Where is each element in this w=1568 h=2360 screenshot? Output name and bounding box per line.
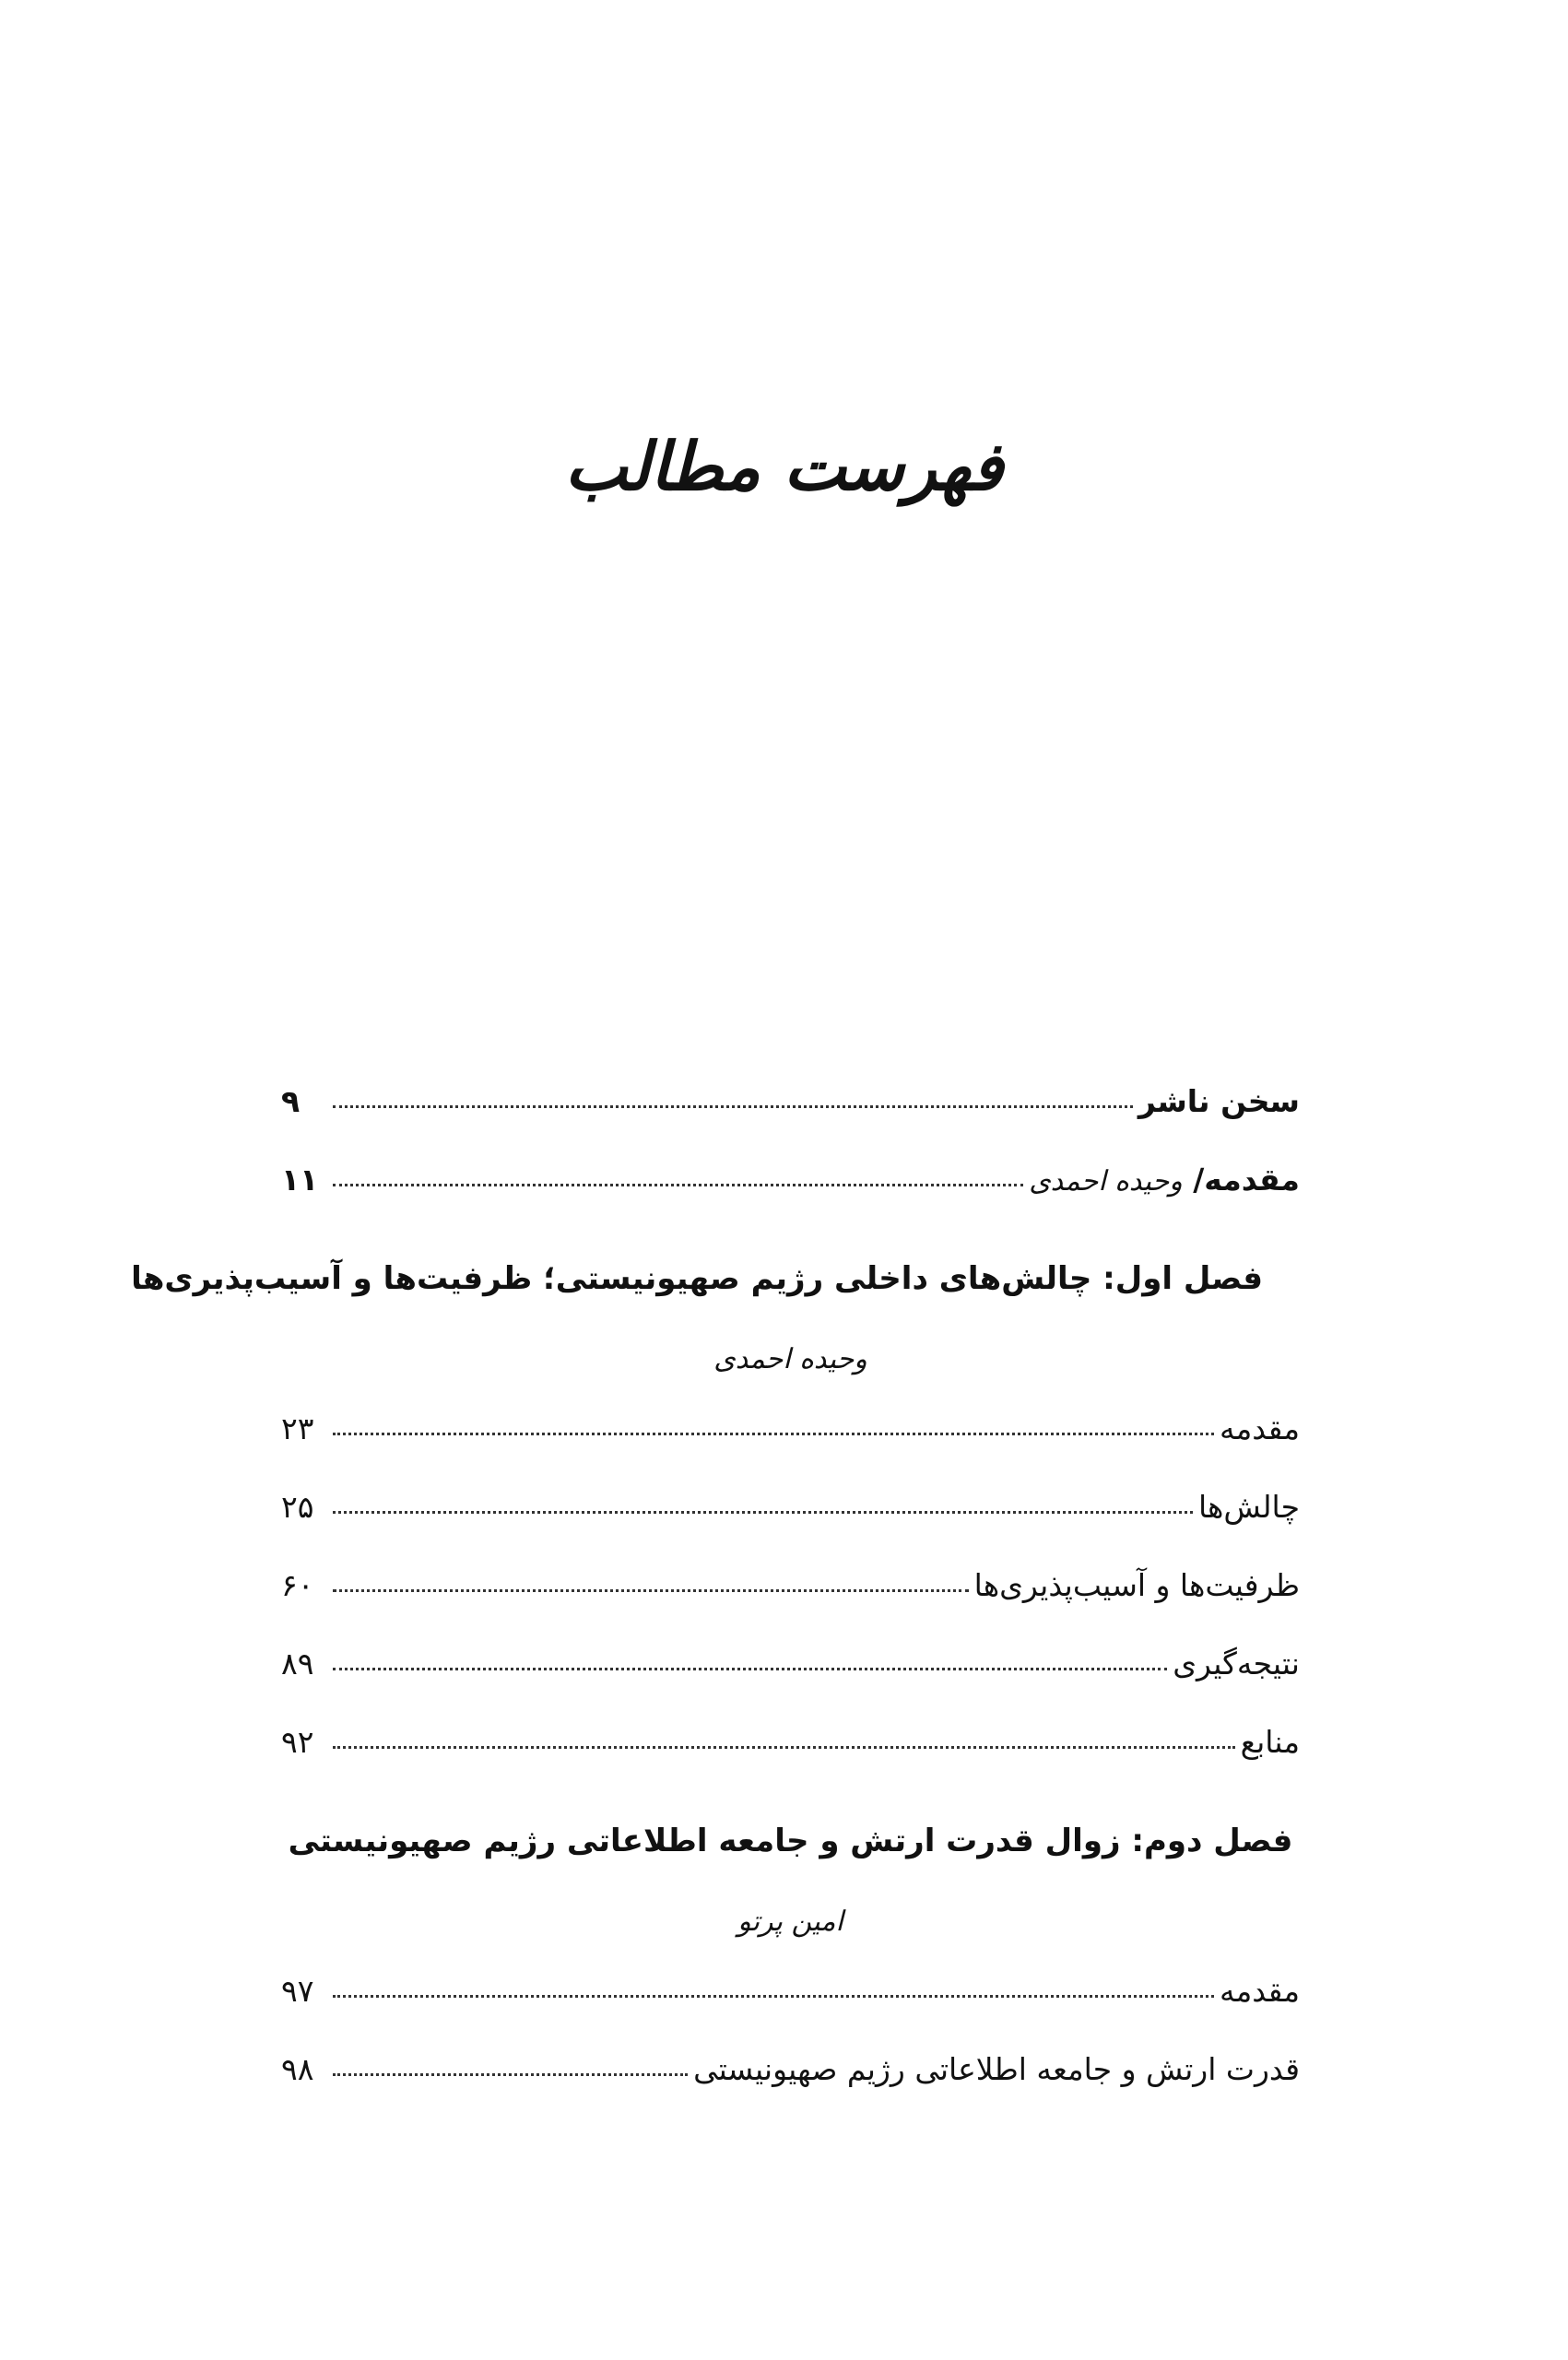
table-of-contents xyxy=(131,1083,1300,2130)
dot-leader xyxy=(333,1433,1214,1435)
toc-entry[interactable] xyxy=(281,1724,1300,1802)
dot-leader xyxy=(333,1668,1167,1670)
chapter-title: فصل اول: چالش‌های داخلی رژیم صهیونیستی؛ ظرفیت‌ها و آسیب‌پذیری‌ها xyxy=(131,1260,1263,1297)
toc-entry-introduction[interactable] xyxy=(281,1162,1300,1240)
toc-entry-label: مقدمه xyxy=(1219,1410,1300,1446)
toc-entry[interactable] xyxy=(281,1489,1300,1567)
page-title: فهرست مطالب xyxy=(564,427,1004,505)
toc-entry[interactable] xyxy=(281,1646,1300,1724)
toc-page-number: ۶۰ xyxy=(281,1567,314,1603)
dot-leader xyxy=(333,1589,969,1592)
toc-entry-label: قدرت ارتش و جامعه اطلاعاتی رژیم صهیونیستی xyxy=(693,2051,1300,2087)
dot-leader xyxy=(333,2073,688,2076)
dot-leader xyxy=(333,1105,1133,1108)
toc-page-number: ۹۸ xyxy=(281,2051,314,2087)
toc-page-number: ۲۵ xyxy=(281,1489,314,1525)
toc-entry-label: چالش‌ها xyxy=(1197,1489,1300,1525)
dot-leader xyxy=(333,1995,1214,1998)
toc-entry[interactable] xyxy=(281,1410,1300,1489)
chapter-author: امین پرتو xyxy=(737,1906,843,1938)
toc-entry-label: مقدمه xyxy=(1219,1973,1300,2009)
dot-leader xyxy=(333,1511,1193,1514)
toc-entry[interactable] xyxy=(281,1973,1300,2051)
toc-entry[interactable] xyxy=(281,2051,1300,2130)
toc-page-number: ۹۷ xyxy=(281,1973,314,2009)
chapter-title: فصل دوم: زوال قدرت ارتش و جامعه اطلاعاتی رژیم صهیونیستی xyxy=(288,1823,1293,1859)
toc-page-number: ۱۱ xyxy=(281,1162,319,1198)
chapter-author: وحیده احمدی xyxy=(713,1343,867,1375)
toc-entry-author: وحیده احمدی xyxy=(1029,1165,1183,1198)
chapter-2 xyxy=(281,1802,1300,2130)
toc-page-number: ۲۳ xyxy=(281,1410,314,1446)
dot-leader xyxy=(333,1746,1235,1749)
chapter-1 xyxy=(131,1240,1300,1802)
dot-leader xyxy=(333,1184,1023,1186)
toc-entry-publisher-note[interactable] xyxy=(281,1083,1300,1162)
toc-page-number: ۸۹ xyxy=(281,1646,314,1682)
toc-entry-label: منابع xyxy=(1240,1724,1300,1760)
toc-entry-label: مقدمه/ وحیده احمدی xyxy=(1029,1162,1300,1198)
toc-page-number: ۹ xyxy=(281,1083,301,1119)
toc-page-number: ۹۲ xyxy=(281,1724,314,1760)
toc-entry-label: نتیجه‌گیری xyxy=(1173,1646,1300,1682)
toc-entry-label: سخن ناشر xyxy=(1138,1083,1300,1119)
toc-entry[interactable] xyxy=(281,1567,1300,1646)
toc-entry-label: ظرفیت‌ها و آسیب‌پذیری‌ها xyxy=(973,1567,1300,1603)
